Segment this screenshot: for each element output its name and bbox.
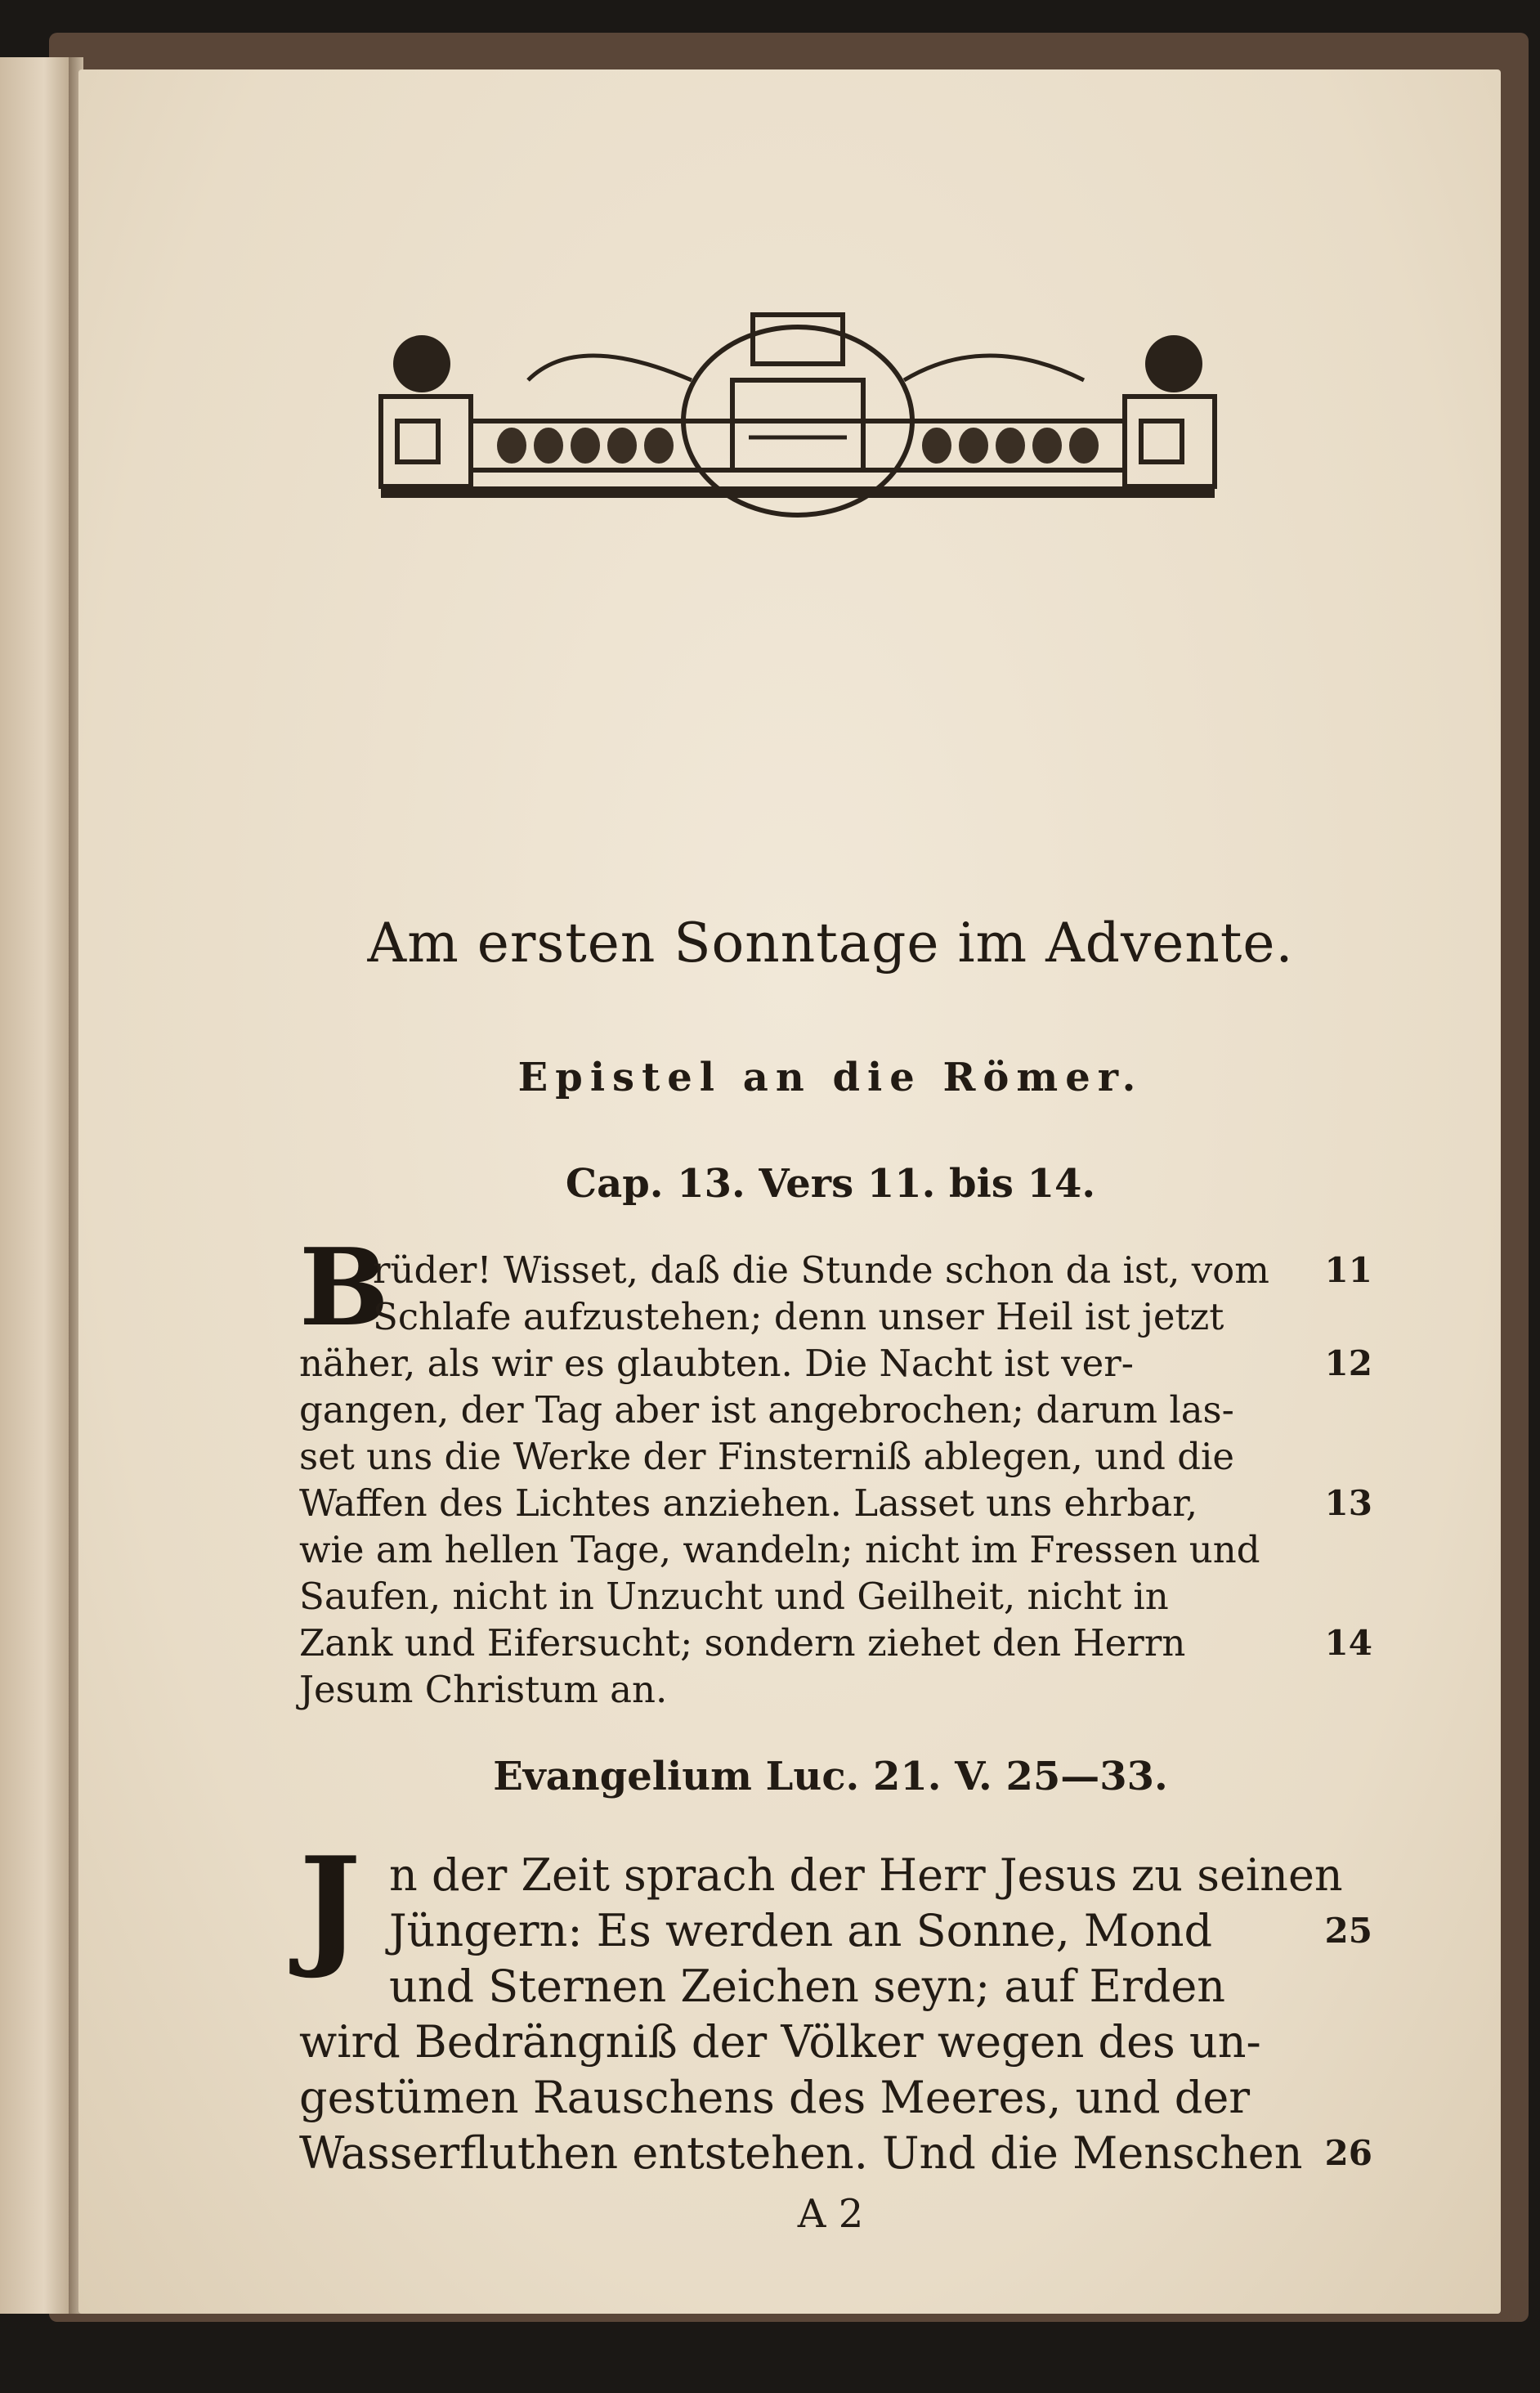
headpiece-ornament — [373, 298, 1223, 527]
epistle-heading: Epistel an die Römer. — [517, 1055, 1144, 1100]
text-line: gangen, der Tag aber ist angebrochen; darum las- — [299, 1388, 1234, 1432]
text-line: Jüngern: Es werden an Sonne, Mond 25 — [299, 1903, 1317, 1959]
gospel-heading: Evangelium Luc. 21. V. 25—33. — [493, 1754, 1168, 1799]
text-line: Zank und Eifersucht; sondern ziehet den Herrn 14 — [299, 1621, 1372, 1665]
text-line: set uns die Werke der Finsterniß ablegen, und die — [299, 1435, 1235, 1478]
text-line: Saufen, nicht in Unzucht und Geilheit, nicht in — [299, 1575, 1169, 1618]
text-line: gestümen Rauschens des Meeres, und der — [299, 2072, 1251, 2123]
verse-number: 26 — [1324, 2133, 1372, 2173]
text-line: Waffen des Lichtes anziehen. Lasset uns ehrbar, 13 — [299, 1481, 1372, 1525]
verse-number: 11 — [1324, 1250, 1372, 1290]
verse-number: 14 — [1324, 1623, 1372, 1663]
verse-number: 12 — [1324, 1343, 1372, 1383]
epistle-text — [299, 1247, 1372, 1713]
left-page-edge — [0, 57, 74, 2314]
text-line: Jesum Christum an. — [299, 1668, 668, 1711]
verse-number: 25 — [1324, 1911, 1372, 1951]
gospel-text — [299, 1848, 1372, 2181]
text-line: wie am hellen Tage, wandeln; nicht im Fressen und — [299, 1528, 1260, 1571]
text-line: und Sternen Zeichen seyn; auf Erden — [389, 1961, 1226, 2012]
text-line: wird Bedrängniß der Völker wegen des un- — [299, 2016, 1261, 2068]
page-title: Am ersten Sonntage im Advente. — [367, 912, 1294, 975]
page-signature: A 2 — [797, 2191, 864, 2237]
verse-number: 13 — [1324, 1483, 1372, 1523]
gospel-drop-cap: J — [299, 1828, 361, 1982]
text-line: näher, als wir es glaubten. Die Nacht ist ver- 12 — [299, 1342, 1372, 1385]
epistle-drop-cap: B — [299, 1225, 389, 1350]
text-line: rüder! Wisset, daß die Stunde schon da ist, vom 11 — [373, 1248, 1372, 1292]
text-line: Schlafe aufzustehen; denn unser Heil ist jetzt — [373, 1295, 1224, 1338]
book-page — [78, 69, 1501, 2314]
text-line: Wasserfluthen entstehen. Und die Menschen 26 — [299, 2126, 1317, 2181]
text-line: n der Zeit sprach der Herr Jesus zu seinen — [389, 1849, 1343, 1901]
epistle-reference: Cap. 13. Vers 11. bis 14. — [565, 1161, 1096, 1207]
